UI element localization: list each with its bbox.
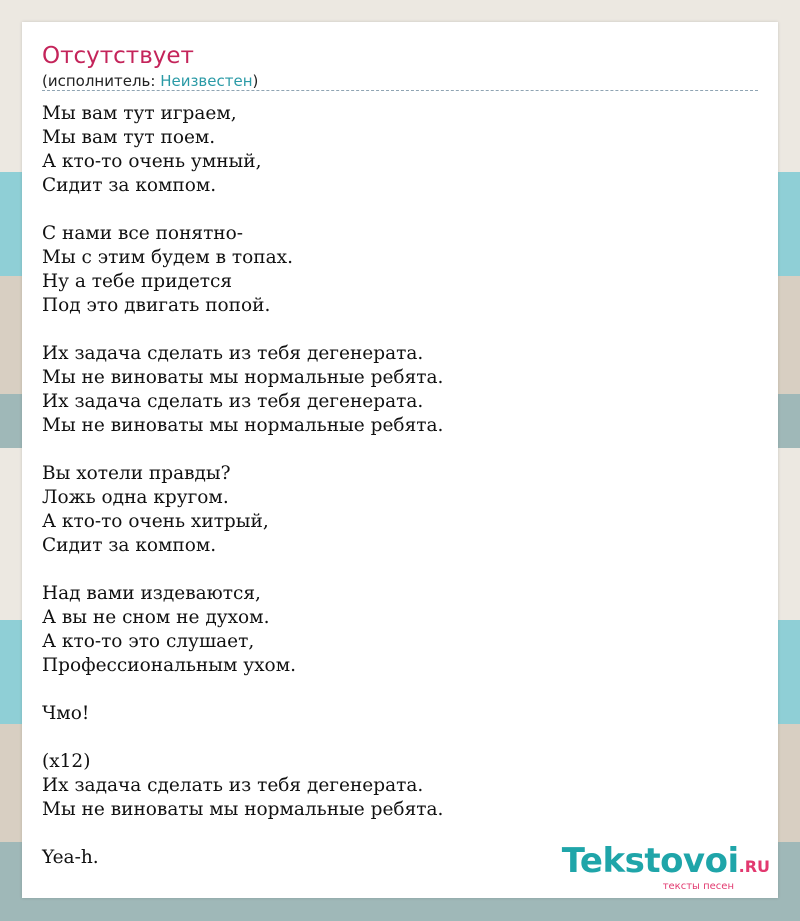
- stanza-break: [42, 198, 758, 222]
- lyric-line: Мы с этим будем в топах.: [42, 247, 293, 268]
- lyric-line: Сидит за компом.: [42, 535, 217, 556]
- lyric-line: Их задача сделать из тебя дегенерата.: [42, 775, 424, 796]
- lyric-line: Сидит за компом.: [42, 175, 217, 196]
- lyrics-card: [22, 22, 778, 898]
- lyric-line: Вы хотели правды?: [42, 463, 231, 484]
- lyric-line: Мы вам тут играем,: [42, 103, 237, 124]
- lyric-line: Чмо!: [42, 703, 90, 724]
- lyric-line: А кто-то очень умный,: [42, 151, 262, 172]
- artist-link[interactable]: Неизвестен: [160, 72, 253, 90]
- lyric-line: С нами все понятно-: [42, 223, 244, 244]
- stanza-break: [42, 318, 758, 342]
- lyric-line: Мы не виноваты мы нормальные ребята.: [42, 367, 444, 388]
- lyric-line: Ну а тебе придется: [42, 271, 233, 292]
- lyric-line: Над вами издеваются,: [42, 583, 261, 604]
- lyric-line: Yea-h.: [42, 847, 99, 868]
- lyric-line: Мы не виноваты мы нормальные ребята.: [42, 415, 444, 436]
- lyric-line: Их задача сделать из тебя дегенерата.: [42, 391, 424, 412]
- artist-line: [42, 71, 258, 91]
- lyric-line: А кто-то очень хитрый,: [42, 511, 269, 532]
- site-logo[interactable]: [562, 843, 770, 892]
- stanza-break: [42, 558, 758, 582]
- artist-prefix: (исполнитель:: [42, 72, 161, 90]
- lyric-line: (x12): [42, 751, 91, 772]
- lyrics-text: [42, 102, 758, 870]
- lyric-line: Мы вам тут поем.: [42, 127, 216, 148]
- stanza-break: [42, 726, 758, 750]
- logo-tagline: тексты песен: [662, 881, 734, 892]
- artist-suffix: ): [252, 72, 259, 90]
- stanza-break: [42, 678, 758, 702]
- lyric-line: А вы не сном не духом.: [42, 607, 270, 628]
- logo-tld: .RU: [738, 857, 770, 876]
- lyric-line: Под это двигать попой.: [42, 295, 271, 316]
- logo-wordmark: [562, 843, 770, 885]
- lyric-line: Мы не виноваты мы нормальные ребята.: [42, 799, 444, 820]
- title-divider: [42, 90, 758, 91]
- lyric-line: А кто-то это слушает,: [42, 631, 255, 652]
- lyric-line: Их задача сделать из тебя дегенерата.: [42, 343, 424, 364]
- song-title: Отсутствует: [42, 43, 194, 69]
- logo-name: Tekstovoi: [561, 841, 739, 881]
- lyric-line: Ложь одна кругом.: [42, 487, 229, 508]
- lyric-line: Профессиональным ухом.: [42, 655, 296, 676]
- stanza-break: [42, 438, 758, 462]
